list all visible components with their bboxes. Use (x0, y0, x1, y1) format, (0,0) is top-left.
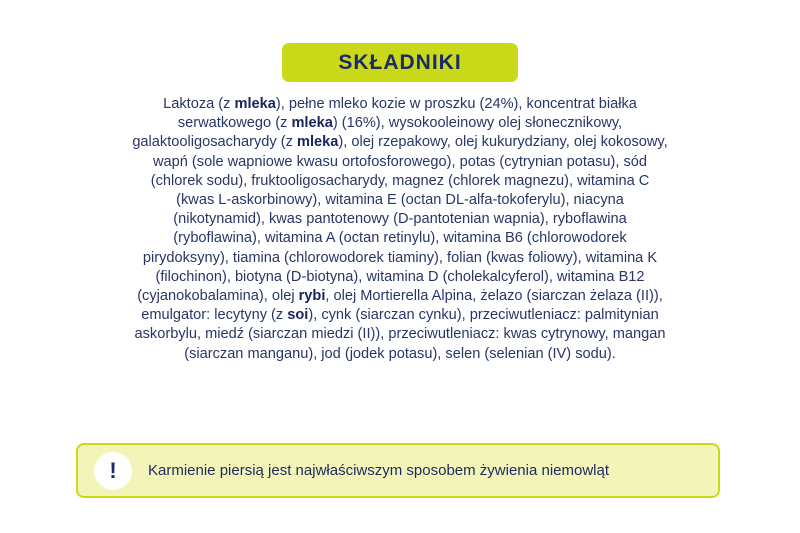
ingredients-line (60, 345, 740, 364)
ingredients-line (60, 172, 740, 191)
ingredient-text: (nikotynamid), kwas pantotenowy (D-pantotenian wapnia), ryboflawina (173, 211, 627, 228)
ingredients-line (60, 287, 740, 306)
ingredients-line (60, 95, 740, 114)
ingredient-text: ) (16%), wysokooleinowy olej słonecznikowy, (332, 115, 623, 132)
ingredient-text: emulgator: lecytyny (z (141, 307, 288, 324)
ingredient-text: , olej Mortierella Alpina, żelazo (siarczan żelaza (II)), (325, 288, 663, 305)
ingredient-text: ), olej rzepakowy, olej kukurydziany, olej kokosowy, (338, 134, 668, 151)
ingredients-text (60, 95, 740, 364)
exclamation-symbol: ! (109, 457, 117, 483)
ingredient-text: pirydoksyny), tiamina (chlorowodorek tiaminy), folian (kwas foliowy), witamina K (142, 249, 658, 266)
ingredients-line (60, 191, 740, 210)
ingredients-line (60, 229, 740, 248)
page-title: SKŁADNIKI (338, 50, 462, 74)
ingredients-line (60, 249, 740, 268)
ingredients-line (60, 210, 740, 229)
ingredient-text: (chlorek sodu), fruktooligosacharydy, magnez (chlorek magnezu), witamina C (150, 172, 650, 189)
ingredient-text: (siarczan manganu), jod (jodek potasu), selen (selenian (IV) sodu). (184, 345, 616, 362)
ingredient-text: Laktoza (z (163, 96, 235, 112)
notice-box (76, 443, 720, 498)
ingredients-line (60, 133, 740, 152)
ingredient-text: (kwas L-askorbinowy), witamina E (octan DL-alfa-tokoferylu), niacyna (176, 192, 624, 209)
ingredient-text: askorbylu, miedź (siarczan miedzi (II)), przeciwutleniacz: kwas cytrynowy, mangan (134, 326, 666, 343)
ingredients-line (60, 153, 740, 172)
allergen-text: mleka (296, 134, 339, 151)
ingredient-text: wapń (sole wapniowe kwasu ortofosforowego), potas (cytrynian potasu), sód (152, 153, 647, 170)
ingredients-line (60, 114, 740, 133)
ingredient-text: galaktooligosacharydy (z (132, 134, 297, 151)
ingredient-text: (cyjanokobalamina), olej (137, 288, 299, 305)
ingredients-line (60, 325, 740, 344)
exclamation-icon (94, 452, 132, 490)
ingredients-line (60, 306, 740, 325)
title-badge (282, 43, 518, 82)
allergen-text: rybi (298, 288, 326, 305)
ingredient-text: ), cynk (siarczan cynku), przeciwutleniacz: palmitynian (308, 307, 659, 324)
allergen-text: soi (287, 307, 309, 324)
notice-text: Karmienie piersią jest najwłaściwszym sposobem żywienia niemowląt (148, 462, 610, 479)
ingredients-line (60, 268, 740, 287)
ingredient-text: ), pełne mleko kozie w proszku (24%), koncentrat białka (275, 96, 637, 112)
allergen-text: mleka (234, 96, 276, 112)
ingredient-text: (ryboflawina), witamina A (octan retinylu), witamina B6 (chlorowodorek (173, 230, 627, 247)
ingredient-text: serwatkowego (z (177, 115, 292, 132)
allergen-text: mleka (291, 115, 333, 132)
ingredient-text: (filochinon), biotyna (D-biotyna), witamina D (cholekalcyferol), witamina B12 (155, 268, 645, 285)
